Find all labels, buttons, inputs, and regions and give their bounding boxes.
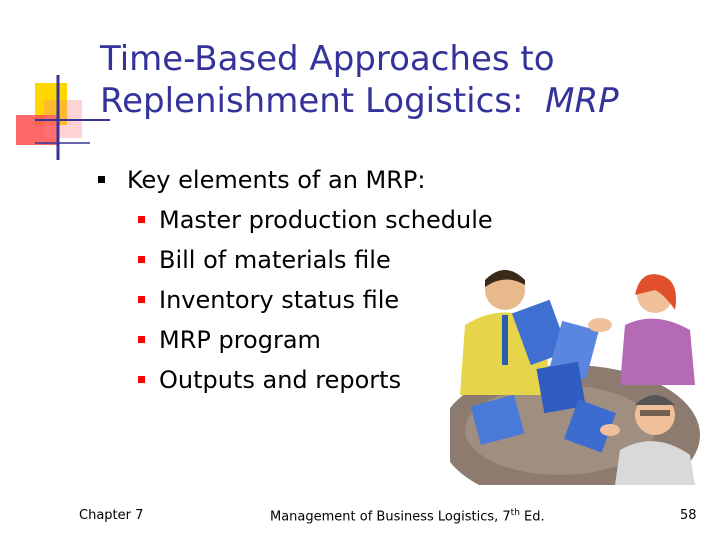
office-template-logo bbox=[0, 0, 110, 170]
footer-chapter: Chapter 7 bbox=[79, 508, 144, 523]
sub-bullet-item bbox=[138, 325, 321, 355]
bullet-item bbox=[98, 165, 426, 195]
title-line-2 bbox=[100, 80, 700, 122]
sub-bullet-item bbox=[138, 285, 399, 315]
title-line-1: Time-Based Approaches to bbox=[100, 39, 555, 79]
red-bullet-icon bbox=[138, 296, 145, 303]
sub-bullet-text: Bill of materials file bbox=[159, 246, 391, 274]
sub-bullet-text: Outputs and reports bbox=[159, 366, 402, 394]
bullet-text: Key elements of an MRP: bbox=[127, 166, 426, 194]
red-bullet-icon bbox=[138, 376, 145, 383]
red-bullet-icon bbox=[138, 336, 145, 343]
footer-book-text: Management of Business Logistics, 7 bbox=[270, 509, 511, 525]
title-italic-text: MRP bbox=[545, 81, 619, 121]
sub-bullet-item bbox=[138, 245, 391, 275]
red-bullet-icon bbox=[138, 256, 145, 263]
title-line-2-text: Replenishment Logistics: bbox=[100, 81, 524, 121]
red-bullet-icon bbox=[138, 216, 145, 223]
sub-bullet-item bbox=[138, 205, 493, 235]
footer-book-title bbox=[270, 508, 545, 524]
business-meeting-clipart bbox=[450, 265, 700, 485]
footer-book-sup: th bbox=[510, 508, 520, 518]
footer-page-number: 58 bbox=[680, 508, 697, 523]
bullet-square-icon bbox=[98, 176, 105, 183]
footer-book-suffix: Ed. bbox=[519, 509, 545, 525]
slide-title bbox=[100, 38, 700, 122]
sub-bullet-text: Master production schedule bbox=[159, 206, 493, 234]
sub-bullet-text: Inventory status file bbox=[159, 286, 400, 314]
sub-bullet-item bbox=[138, 365, 401, 395]
sub-bullet-text: MRP program bbox=[159, 326, 321, 354]
